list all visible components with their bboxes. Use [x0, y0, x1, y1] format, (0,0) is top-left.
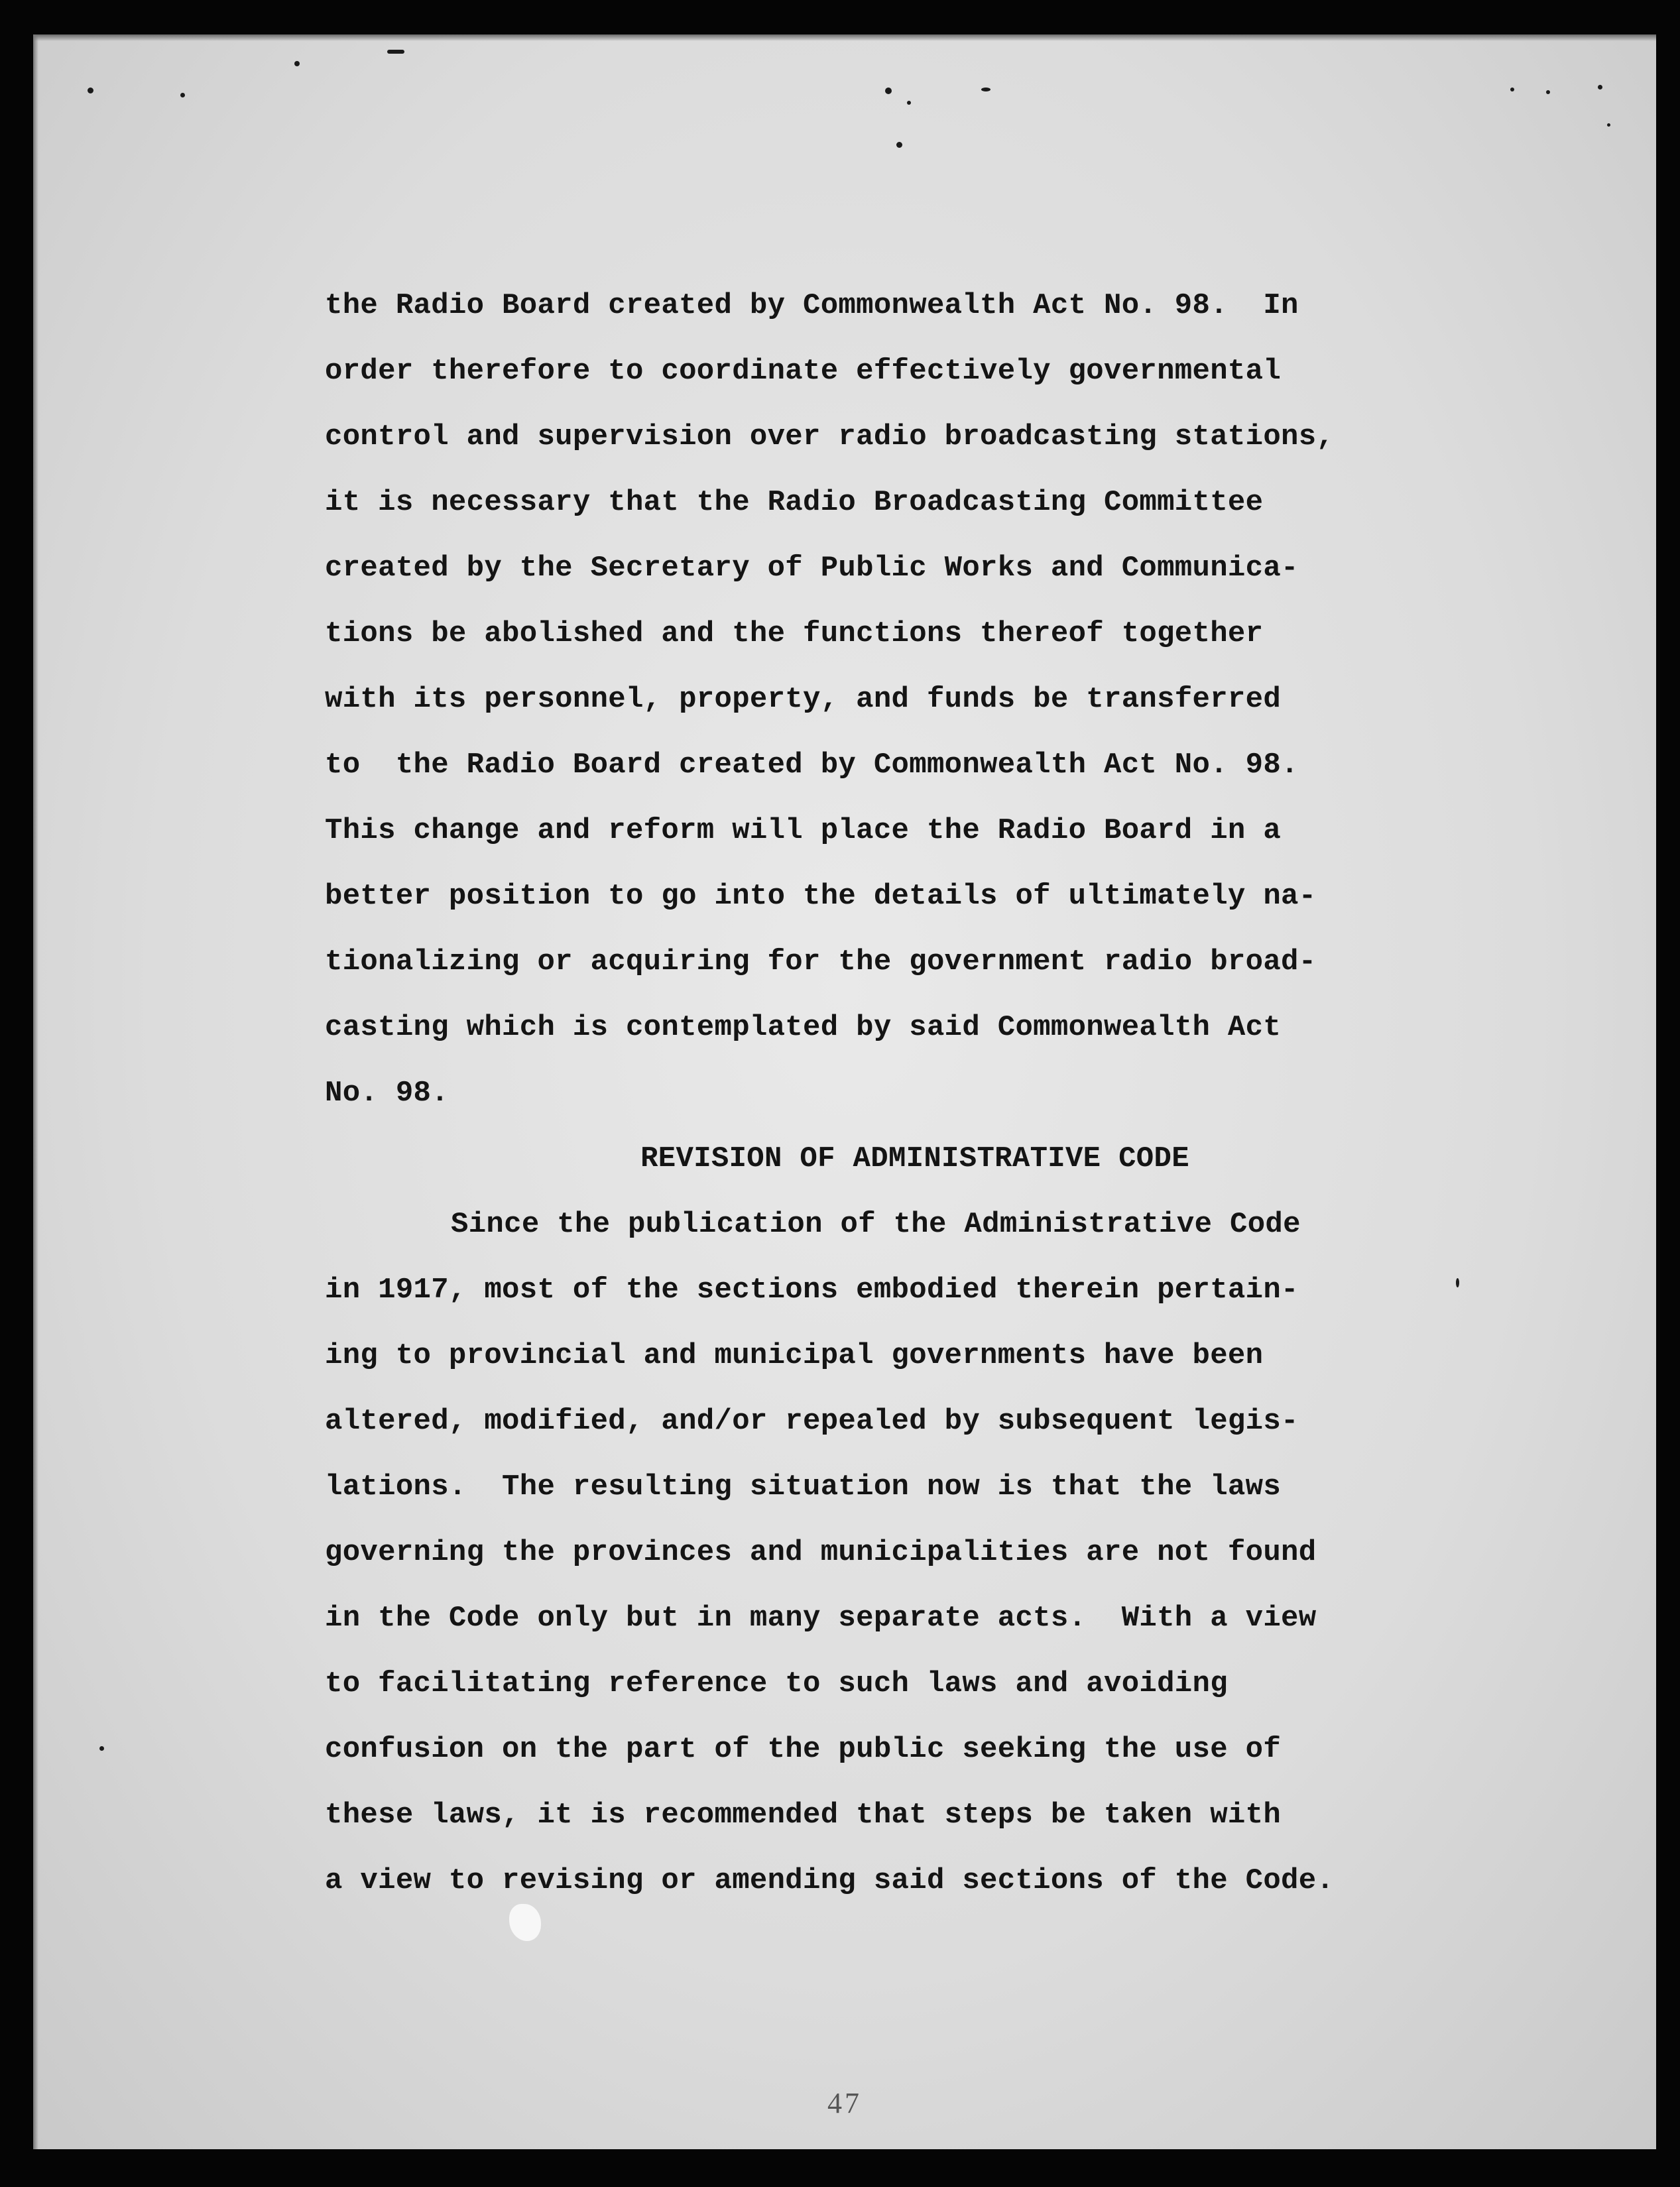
- text-line: control and supervision over radio broadcasting stations,: [325, 420, 1335, 453]
- dust-speck: [180, 93, 185, 97]
- text-line: to facilitating reference to such laws and avoiding: [325, 1667, 1228, 1700]
- text-line: confusion on the part of the public seeking the use of: [325, 1733, 1282, 1766]
- dust-speck: [1546, 90, 1550, 94]
- document-page: [33, 34, 1656, 2149]
- page-left-edge-shadow: [33, 34, 38, 2149]
- text-line: created by the Secretary of Public Works and Communica-: [325, 552, 1299, 585]
- text-line: governing the provinces and municipalities are not found: [325, 1536, 1317, 1569]
- text-line: a view to revising or amending said sections of the Code.: [325, 1864, 1335, 1897]
- text-line: This change and reform will place the Radio Board in a: [325, 814, 1282, 847]
- dust-speck: [896, 142, 902, 148]
- dust-speck: [99, 1746, 104, 1751]
- text-line: No. 98.: [325, 1077, 449, 1110]
- text-line: with its personnel, property, and funds be transferred: [325, 683, 1282, 716]
- text-line: better position to go into the details of ultimately na-: [325, 880, 1317, 913]
- paragraph-radio-board: [325, 273, 1505, 1126]
- page-top-edge-shadow: [33, 34, 1656, 41]
- text-line: lations. The resulting situation now is that the laws: [325, 1470, 1282, 1504]
- text-line: tionalizing or acquiring for the government radio broad-: [325, 945, 1317, 978]
- text-line: ing to provincial and municipal governments have been: [325, 1339, 1264, 1372]
- text-line: these laws, it is recommended that steps be taken with: [325, 1799, 1282, 1832]
- dust-speck: [1607, 123, 1610, 127]
- text-line: altered, modified, and/or repealed by subsequent legis-: [325, 1405, 1299, 1438]
- dust-speck: [294, 61, 300, 66]
- typed-text-body: [325, 273, 1505, 1914]
- text-line: in the Code only but in many separate acts. With a view: [325, 1602, 1317, 1635]
- text-line: to the Radio Board created by Commonwealth Act No. 98.: [325, 748, 1299, 782]
- dust-speck: [907, 101, 911, 105]
- text-line: Since the publication of the Administrative Code: [451, 1208, 1301, 1241]
- text-line: casting which is contemplated by said Commonwealth Act: [325, 1011, 1282, 1044]
- text-line: the Radio Board created by Commonwealth Act No. 98. In: [325, 289, 1299, 322]
- dust-speck: [885, 88, 892, 94]
- text-line: tions be abolished and the functions thereof together: [325, 617, 1264, 650]
- page-number: 47: [827, 2087, 862, 2119]
- section-heading: REVISION OF ADMINISTRATIVE CODE: [640, 1142, 1189, 1175]
- paragraph-administrative-code: [325, 1192, 1505, 1914]
- paper-damage-blot: [509, 1904, 541, 1941]
- dust-speck: [1510, 88, 1514, 91]
- text-line: order therefore to coordinate effectively governmental: [325, 355, 1282, 388]
- dust-speck: [88, 88, 93, 93]
- text-line: in 1917, most of the sections embodied therein pertain-: [325, 1273, 1299, 1307]
- dust-speck: [387, 50, 404, 54]
- dust-speck: [981, 88, 990, 91]
- text-line: it is necessary that the Radio Broadcasting Committee: [325, 486, 1264, 519]
- dust-speck: [1598, 85, 1602, 89]
